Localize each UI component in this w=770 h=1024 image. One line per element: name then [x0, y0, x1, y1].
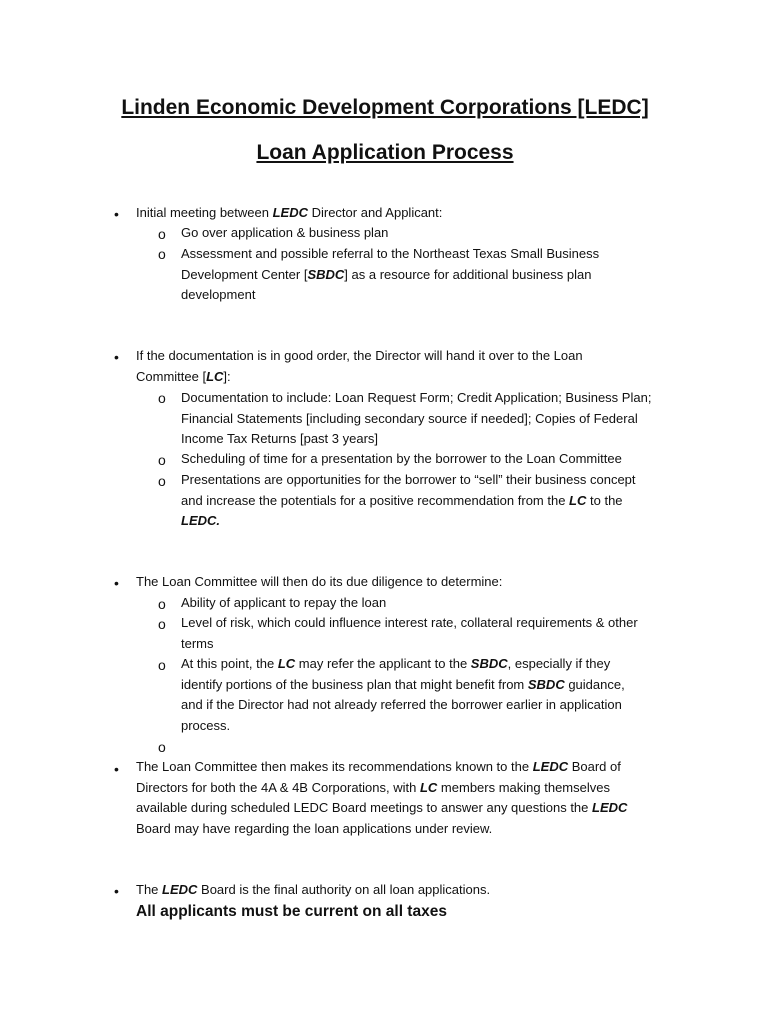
section-5-text: The LEDC Board is the final authority on all loan applications.: [136, 882, 491, 897]
document-title: Linden Economic Development Corporations [LEDC]: [121, 96, 649, 119]
section-3-item-2: Level of risk, which could influence interest rate, collateral requirements & other terms: [181, 615, 638, 651]
bullet-marker: •: [114, 206, 119, 222]
bullet-marker: •: [114, 575, 119, 591]
sub-marker: o: [158, 390, 166, 406]
sub-marker: o: [158, 616, 166, 632]
section-1-item-1: Go over application & business plan: [181, 225, 389, 240]
section-3-item-1: Ability of applicant to repay the loan: [181, 595, 387, 610]
section-2-item-3: Presentations are opportunities for the borrower to “sell” their business concept and increase the potentials for a positive recommendation from the LC to the LEDC.: [181, 472, 636, 528]
section-3-item-3: At this point, the LC may refer the applicant to the SBDC, especially if they identify portions of the business plan that might benefit from SBDC guidance, and if the Director had not already referred the borrower earlier in application process.: [181, 656, 625, 733]
document-subtitle: Loan Application Process: [256, 141, 514, 164]
sub-marker: o: [158, 596, 166, 612]
closing-statement: All applicants must be current on all taxes: [136, 903, 447, 920]
section-2-item-2: Scheduling of time for a presentation by the borrower to the Loan Committee: [181, 451, 622, 466]
empty-sub-marker: o: [158, 739, 166, 755]
section-2-item-1: Documentation to include: Loan Request Form; Credit Application; Business Plan; Financial Statements [including secondary source if needed]; Copies of Federal Income Tax Returns [past 3 years]: [181, 390, 652, 446]
bullet-marker: •: [114, 883, 119, 899]
sub-marker: o: [158, 473, 166, 489]
sub-marker: o: [158, 246, 166, 262]
bullet-marker: •: [114, 761, 119, 777]
section-4-text: The Loan Committee then makes its recommendations known to the LEDC Board of Directors for both the 4A & 4B Corporations, with LC members making themselves available during scheduled LEDC Board meetings to answer any questions the LEDC Board may have regarding the loan applications under review.: [136, 759, 628, 836]
section-3-intro: The Loan Committee will then do its due diligence to determine:: [136, 574, 503, 589]
bullet-marker: •: [114, 349, 119, 365]
section-2-intro: If the documentation is in good order, the Director will hand it over to the Loan Committee [LC]:: [136, 348, 583, 384]
section-1-item-2: Assessment and possible referral to the Northeast Texas Small Business Development Center [SBDC] as a resource for additional business plan development: [181, 246, 600, 302]
sub-marker: o: [158, 226, 166, 242]
section-1-intro: Initial meeting between LEDC Director and Applicant:: [136, 205, 443, 220]
sub-marker: o: [158, 452, 166, 468]
sub-marker: o: [158, 657, 166, 673]
